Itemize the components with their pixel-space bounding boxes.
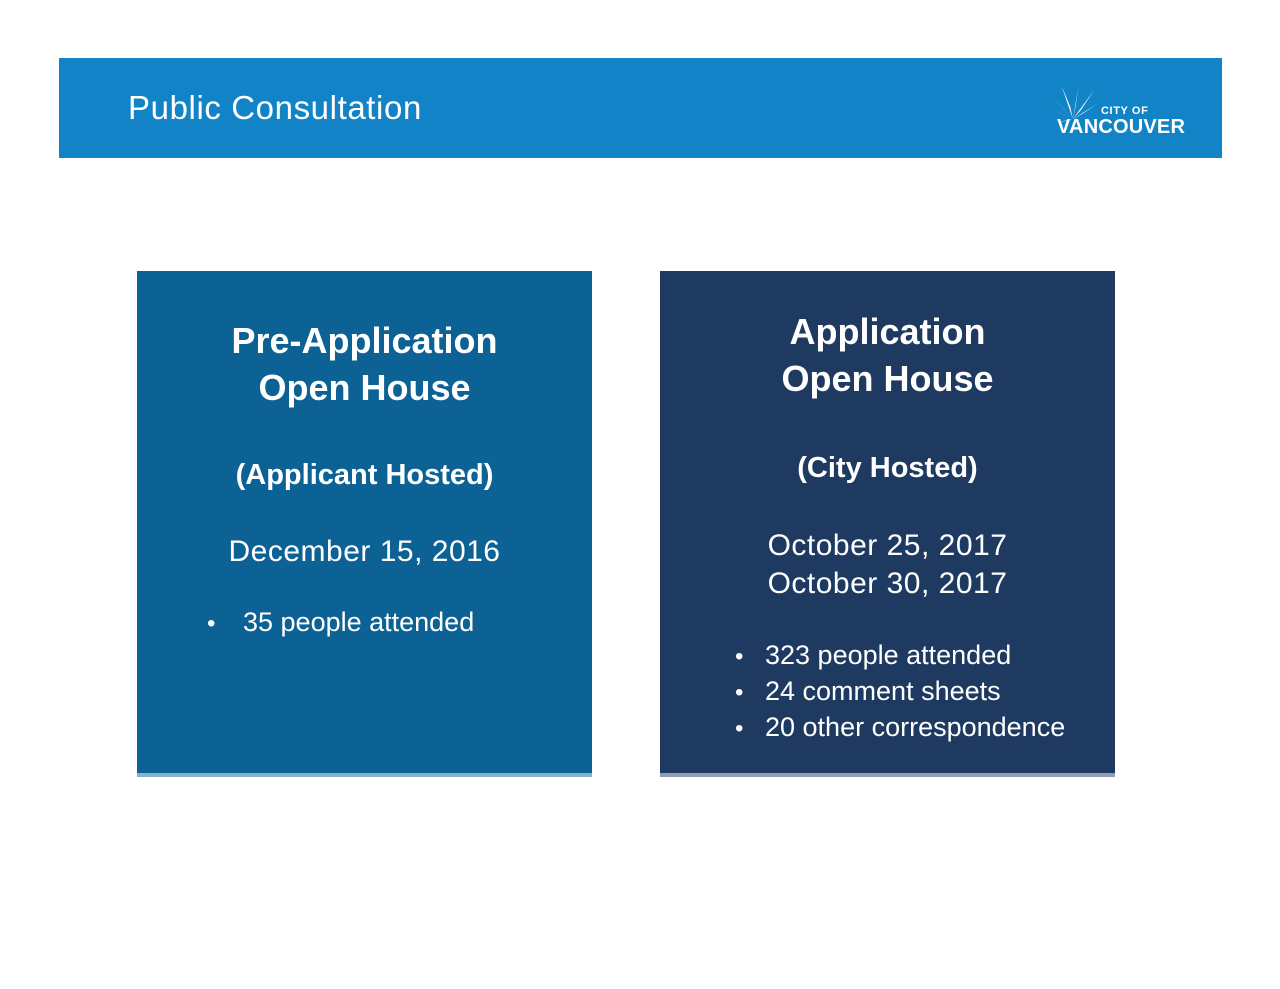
heading-line: Open House — [781, 358, 994, 399]
page-title: Public Consultation — [128, 89, 422, 126]
application-open-house-box — [660, 271, 1115, 777]
application-dates — [660, 527, 1115, 603]
date-line: October 25, 2017 — [767, 529, 1008, 562]
pre-application-dates — [137, 533, 592, 571]
heading-line: Open House — [258, 367, 471, 408]
logo-vancouver-text: VANCOUVER — [1057, 116, 1186, 138]
application-bullet-list — [660, 638, 1115, 746]
list-item — [207, 605, 592, 641]
date-line: December 15, 2016 — [228, 535, 501, 568]
list-item — [735, 638, 1115, 674]
date-line: October 30, 2017 — [767, 567, 1008, 600]
application-heading — [660, 271, 1115, 402]
title-bar — [59, 58, 1222, 158]
heading-line: Application — [789, 311, 986, 352]
pre-application-open-house-box — [137, 271, 592, 777]
list-item — [735, 710, 1115, 746]
bullet-dot: • — [735, 679, 744, 706]
list-item — [735, 674, 1115, 710]
bullet-text: 24 comment sheets — [765, 676, 1001, 706]
applicant-hosted-subheading: (Applicant Hosted) — [235, 459, 494, 491]
bullet-text: 35 people attended — [243, 607, 475, 637]
pre-application-bullet-list — [137, 605, 592, 641]
logo-city-of-text: CITY OF — [1101, 105, 1149, 117]
bullet-dot: • — [735, 643, 744, 670]
pre-application-heading — [137, 271, 592, 411]
bullet-text: 323 people attended — [765, 640, 1012, 670]
bullet-dot: • — [207, 610, 216, 637]
bullet-text: 20 other correspondence — [765, 712, 1066, 742]
city-of-vancouver-logo — [1044, 84, 1186, 140]
bullet-dot: • — [735, 715, 744, 742]
heading-line: Pre-Application — [231, 320, 498, 361]
city-hosted-subheading: (City Hosted) — [797, 452, 978, 484]
